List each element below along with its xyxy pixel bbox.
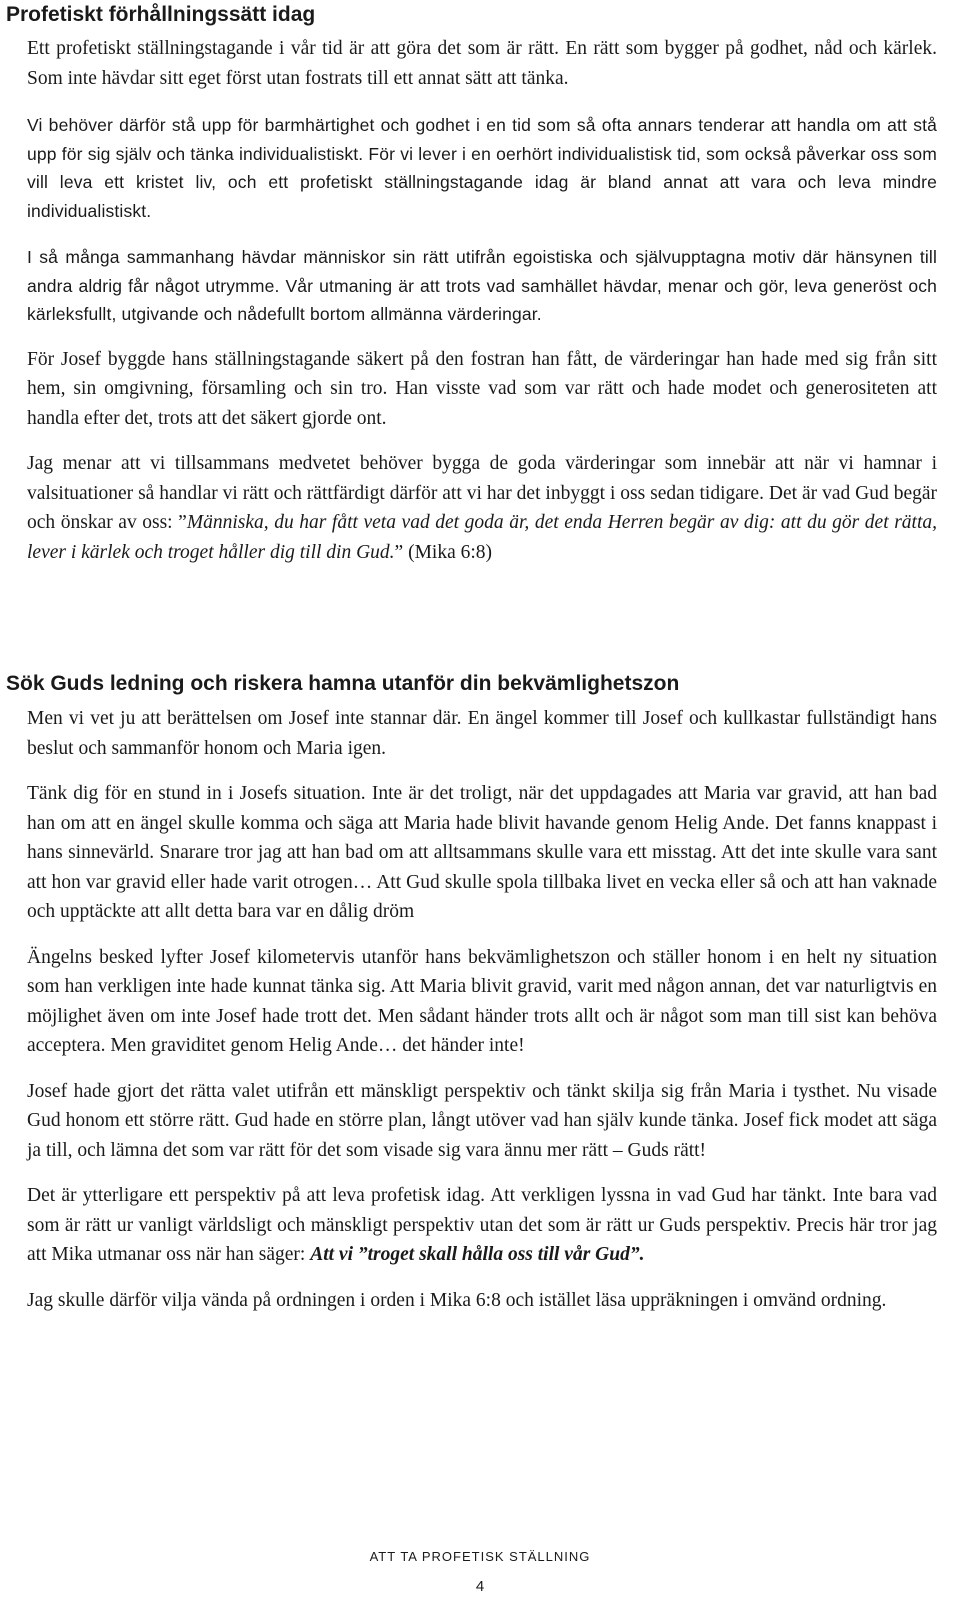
section-heading-prophetic-attitude: Profetiskt förhållningssätt idag	[6, 3, 316, 26]
page-number: 4	[475, 1578, 485, 1595]
section-prophetic-attitude-body	[27, 34, 937, 567]
paragraph: Josef hade gjort det rätta valet utifrån ett mänskligt perspektiv och tänkt skilja sig från Maria i tysthet. Nu visade Gud honom ett större rätt. Gud hade en större plan, långt utöver vad han själv kunde tänka. Josef fick modet att säga ja till, och lämna det som var rätt för det som visade sig vara ännu mer rätt – Guds rätt!	[27, 1080, 937, 1161]
emphasized-quote: Att vi ”troget skall hålla oss till vår Gud”.	[310, 1244, 645, 1265]
paragraph-text: Jag menar att vi tillsammans medvetet behöver bygga de goda värderingar som innebär att när vi hamnar i valsituationer så handlar vi rätt och rättfärdigt därför att vi har det inbyggt i oss sedan tidigare. Det är vad Gud begär och önskar av oss: ”	[27, 453, 937, 533]
paragraph: Tänk dig för en stund in i Josefs situation. Inte är det troligt, när det uppdagades att Maria var gravid, att han bad han om att en ängel skulle komma och säga att Maria hade blivit havande genom Helig Ande. Det fanns knappast i hans sinnevärld. Snarare tror jag att han bad om att alltsammans skulle vara ett misstag. Att det inte skulle vara sant att hon var gravid eller hade varit otrogen… Att Gud skulle spola tillbaka livet en vecka eller så och att han vaknade och upptäckte att allt detta bara var en dålig dröm	[27, 783, 937, 922]
bible-quote: Människa, du har fått veta vad det goda är, det enda Herren begär av dig: att du gör det rätta, lever i kärlek och troget håller dig till din Gud.	[27, 512, 937, 563]
paragraph: Vi behöver därför stå upp för barmhärtighet och godhet i en tid som så ofta annars tenderar att handla om att stå upp för sig själv och tänka individualistiskt. För vi lever i en oerhört individualistisk tid, som också påverkar oss som vill leva ett kristet liv, och ett profetiskt ställningstagande idag är bland annat att vara och leva mindre individualistiskt.	[27, 115, 937, 221]
paragraph-with-emphasis	[27, 1181, 937, 1270]
paragraph: Ängelns besked lyfter Josef kilometervis utanför hans bekvämlighetszon och ställer honom i en helt ny situation som han verkligen inte hade kunnat tänka sig. Att Maria blivit gravid, varit med någon annan, det var naturligtvis en möjlighet även om inte Josef hade trott det. Men sådant händer trots allt och är något som man till sist kan behöva acceptera. Men graviditet genom Helig Ande… det händer inte!	[27, 946, 937, 1056]
quote-reference: ” (Mika 6:8)	[394, 541, 493, 563]
paragraph: Ett profetiskt ställningstagande i vår tid är att göra det som är rätt. En rätt som bygger på godhet, nåd och kärlek. Som inte hävdar sitt eget först utan fostrats till ett annat sätt att tänka.	[27, 38, 937, 89]
footer-title: ATT TA PROFETISK STÄLLNING	[369, 1549, 591, 1564]
paragraph: Jag skulle därför vilja vända på ordningen i orden i Mika 6:8 och istället läsa uppräkningen i omvänd ordning.	[27, 1289, 887, 1311]
section-seek-guidance-body	[27, 704, 937, 1315]
section-heading-seek-guidance: Sök Guds ledning och riskera hamna utanför din bekvämlighetszon	[6, 672, 680, 695]
paragraph: Men vi vet ju att berättelsen om Josef inte stannar där. En ängel kommer till Josef och kullkastar fullständigt hans beslut och sammanför honom och Maria igen.	[27, 708, 937, 759]
paragraph: I så många sammanhang hävdar människor sin rätt utifrån egoistiska och självupptagna motiv där hänsynen till andra aldrig får något utrymme. Vår utmaning är att trots vad samhället hävdar, menar och gör, leva generöst och kärleksfullt, utgivande och nådefullt bortom allmänna värderingar.	[27, 247, 937, 324]
paragraph: För Josef byggde hans ställningstagande säkert på den fostran han fått, de värderingar han hade med sig från sitt hem, sin omgivning, församling och sin tro. Han visste vad som var rätt och hade modet och generositeten att handla efter det, trots att det säkert gjorde ont.	[27, 348, 937, 429]
paragraph-with-quote	[27, 449, 937, 567]
paragraph-text: Det är ytterligare ett perspektiv på att leva profetisk idag. Att verkligen lyssna in vad Gud har tänkt. Inte bara vad som är rätt ur vanligt världsligt och mänskligt perspektiv utan det som är rätt ur Guds perspektiv. Precis här tror jag att Mika utmanar oss när han säger:	[27, 1185, 937, 1265]
